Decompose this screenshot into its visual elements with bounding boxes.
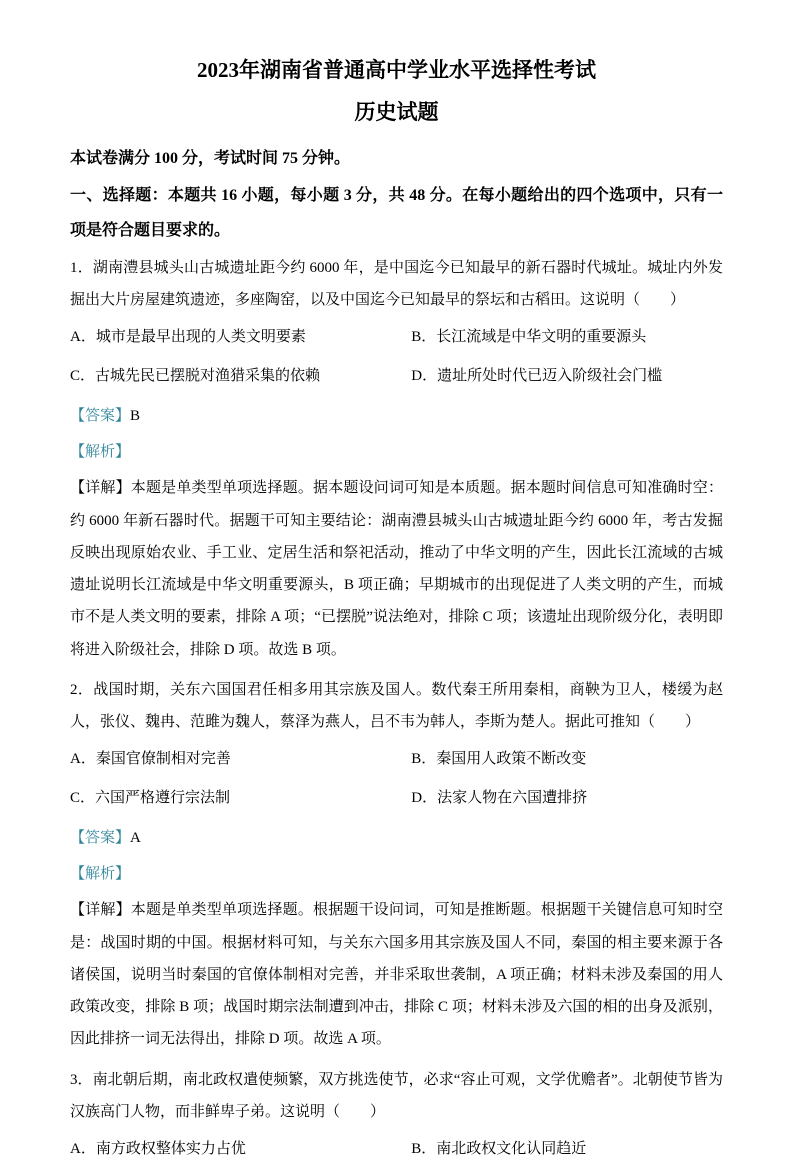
option-A: A．秦国官僚制相对完善 xyxy=(70,751,231,768)
question-3 xyxy=(70,1064,723,1169)
option-D: D．遗址所处时代已迈入阶级社会门槛 xyxy=(411,368,663,385)
option-A: A．南方政权整体实力占优 xyxy=(70,1141,246,1158)
exam-info: 本试卷满分 100 分，考试时间 75 分钟。 xyxy=(70,150,351,167)
question-stem: 3．南北朝后期，南北政权遣使频繁，双方挑选使节，必求“容止可观，文学优赡者”。北朝使节皆为汉族高门人物，而非鲜卑子弟。这说明（ ） xyxy=(70,1071,723,1120)
question-2 xyxy=(70,674,723,1056)
question-stem: 1．湖南澧县城头山古城遗址距今约 6000 年，是中国迄今已知最早的新石器时代城址。城址内外发掘出大片房屋建筑遗迹，多座陶窑，以及中国迄今已知最早的祭坛和古稻田。这说明（ ） xyxy=(70,259,723,309)
option-A: A．城市是最早出现的人类文明要素 xyxy=(70,329,306,346)
analysis-label: 【解析】 xyxy=(70,444,131,461)
answer-value: B xyxy=(130,408,141,425)
question-detail: 【详解】本题是单类型单项选择题。根据题干设问词，可知是推断题。根据题干关键信息可知时空是：战国时期的中国。根据材料可知，与关东六国多用其宗族及国人不同，秦国的相主要来源于各诸侯国，说明当时秦国的官僚体制相对完善，并非采取世袭制，A 项正确；材料未涉及秦国的用人政策改变，排除 B 项；战国时期宗法制遭到冲击，排除 C 项；材料未涉及六国的相的出身及派别，因此排挤一词无法得出，排除 D 项。故选 A 项。 xyxy=(70,902,723,1048)
answer-label: 【答案】 xyxy=(70,830,131,847)
answer-value: A xyxy=(130,830,141,847)
option-B: B．秦国用人政策不断改变 xyxy=(411,751,587,768)
questions xyxy=(70,252,723,1169)
page-subtitle: 历史试题 xyxy=(354,100,439,124)
analysis-label: 【解析】 xyxy=(70,866,131,883)
answer-row xyxy=(70,398,723,434)
option-C: C．古城先民已摆脱对渔猎采集的依赖 xyxy=(70,368,321,385)
option-C: C．六国严格遵行宗法制 xyxy=(70,790,231,807)
option-B: B．长江流域是中华文明的重要源头 xyxy=(411,329,647,346)
options-grid xyxy=(70,740,723,818)
question-detail: 【详解】本题是单类型单项选择题。据本题设问词可知是本质题。据本题时间信息可知准确时空：约 6000 年新石器时代。据题干可知主要结论：湖南澧县城头山古城遗址距今约 6000 年，考古发掘反映出现原始农业、手工业、定居生活和祭祀活动，推动了中华文明的产生，因此长江流域的古城遗址说明长江流域是中华文明重要源头，B 项正确；早期城市的出现促进了人类文明的产生，而城市不是人类文明的要素，排除 A 项；“已摆脱”说法绝对，排除 C 项；该遗址出现阶级分化，表明即将进入阶级社会，排除 D 项。故选 B 项。 xyxy=(70,480,723,658)
section-header: 一、选择题：本题共 16 小题，每小题 3 分，共 48 分。在每小题给出的四个选项中，只有一项是符合题目要求的。 xyxy=(70,186,723,239)
question-1 xyxy=(70,252,723,666)
page-title: 2023年湖南省普通高中学业水平选择性考试 xyxy=(197,58,596,82)
options-grid xyxy=(70,1130,723,1169)
option-B: B．南北政权文化认同趋近 xyxy=(411,1141,587,1158)
options-grid xyxy=(70,318,723,396)
answer-row xyxy=(70,820,723,856)
answer-label: 【答案】 xyxy=(70,408,131,425)
question-stem: 2．战国时期，关东六国国君任相多用其宗族及国人。数代秦王所用秦相，商鞅为卫人，楼缓为赵人，张仪、魏冉、范雎为魏人，蔡泽为燕人，吕不韦为韩人，李斯为楚人。据此可推知（ ） xyxy=(70,681,723,731)
option-D: D．法家人物在六国遭排挤 xyxy=(411,790,588,807)
